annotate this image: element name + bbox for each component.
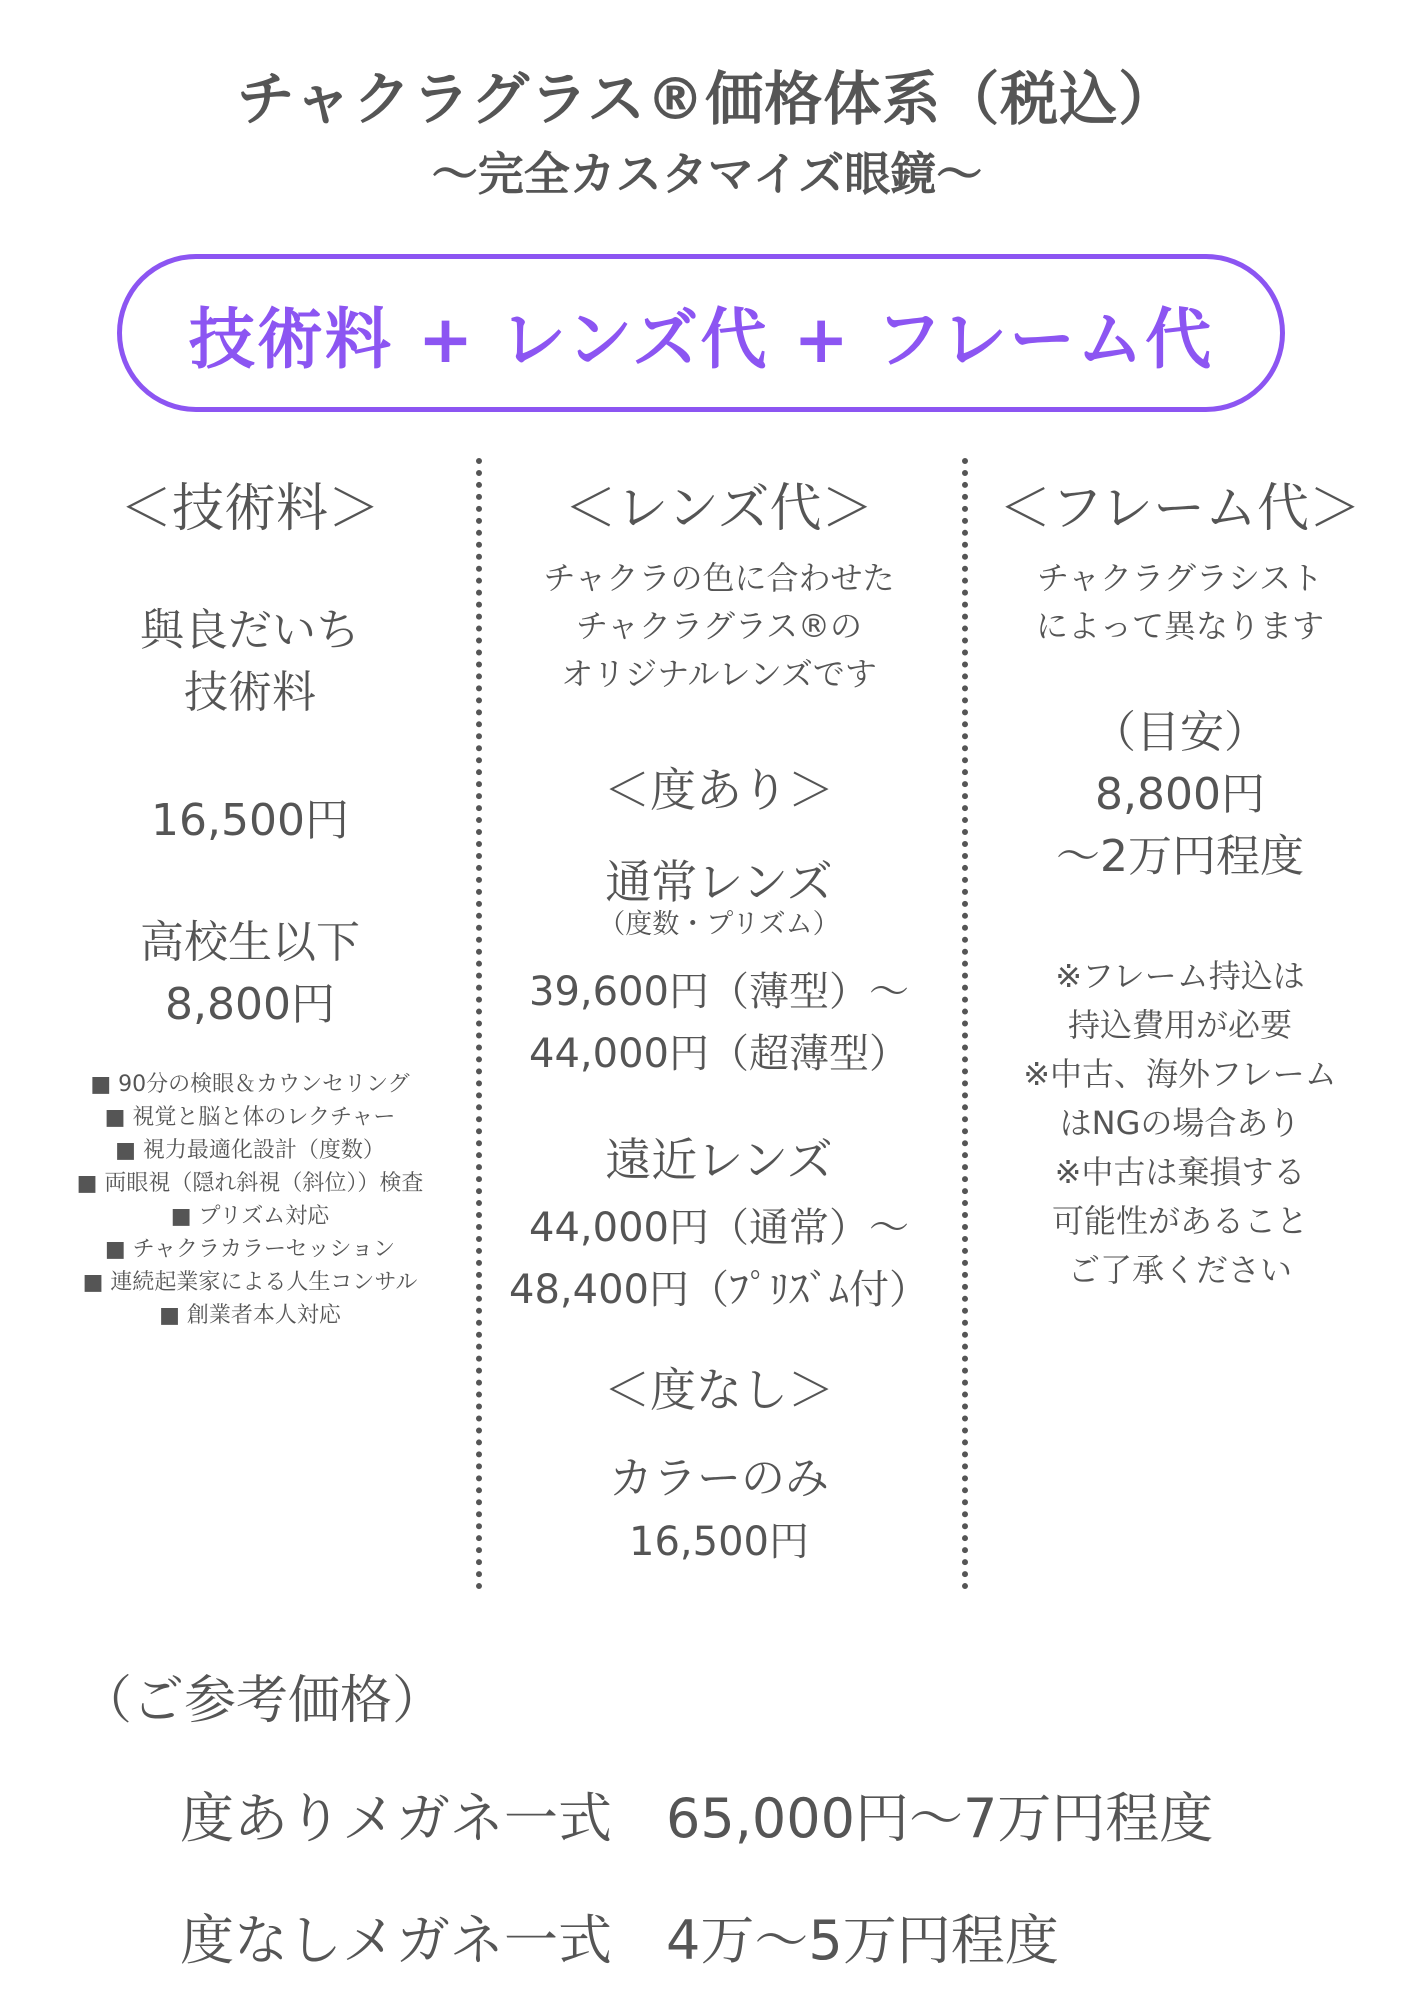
list-item: ■ 視覚と脳と体のレクチャー — [104, 1105, 396, 1130]
reference-heading: （ご参考価格） — [80, 1671, 445, 1731]
student-label: 高校生以下 — [140, 917, 360, 968]
normal-lens-note: （度数・プリズム） — [598, 909, 840, 940]
normal-lens-price-2: 44,000円（超薄型） — [529, 1031, 909, 1077]
no-rx-heading: ＜度なし＞ — [604, 1363, 834, 1417]
page-title: チャクラグラス®価格体系（税込） — [236, 65, 1178, 133]
list-item: ■ チャクラカラーセッション — [104, 1237, 396, 1262]
tech-fee-heading: ＜技術料＞ — [119, 479, 380, 539]
frame-fee-heading: ＜フレーム代＞ — [999, 479, 1361, 539]
lens-desc-line3: オリジナルレンズです — [561, 655, 877, 693]
normal-lens-price-1: 39,600円（薄型）〜 — [529, 969, 909, 1015]
list-item: ■ 創業者本人対応 — [159, 1303, 341, 1328]
lens-desc-line2: チャクラグラス®の — [575, 607, 863, 645]
frame-note: ※中古は棄損する — [1054, 1153, 1306, 1191]
frame-estimate-price-1: 8,800円 — [1095, 769, 1265, 820]
frame-note: 持込費用が必要 — [1067, 1006, 1292, 1044]
frame-note: ※フレーム持込は — [1055, 957, 1305, 995]
lens-desc-line1: チャクラの色に合わせた — [543, 559, 895, 597]
list-item: ■ プリズム対応 — [170, 1204, 330, 1229]
column-divider-left — [476, 458, 482, 1590]
frame-note: ご了承ください — [1067, 1251, 1292, 1289]
list-item: ■ 連続起業家による人生コンサル — [82, 1270, 418, 1295]
color-only-price: 16,500円 — [629, 1519, 809, 1565]
tech-fee-price: 16,500円 — [151, 795, 349, 846]
with-rx-heading: ＜度あり＞ — [604, 763, 834, 817]
price-formula: 技術料 + レンズ代 + フレーム代 — [188, 300, 1214, 378]
progressive-lens-name: 遠近レンズ — [605, 1133, 833, 1187]
frame-notes — [980, 952, 1380, 1295]
frame-note: はNGの場合あり — [1059, 1104, 1301, 1142]
progressive-lens-price-1: 44,000円（通常）〜 — [529, 1205, 909, 1251]
tech-fee-name-line2: 技術料 — [184, 667, 316, 718]
reference-no-rx: 度なしメガネ一式 4万〜5万円程度 — [180, 1909, 1059, 1972]
list-item: ■ 視力最適化設計（度数） — [115, 1138, 385, 1163]
color-only-label: カラーのみ — [609, 1453, 829, 1504]
frame-note: 可能性があること — [1051, 1202, 1308, 1240]
student-price: 8,800円 — [165, 979, 335, 1030]
frame-note: ※中古、海外フレーム — [1023, 1055, 1337, 1093]
frame-estimate-price-2: 〜2万円程度 — [1056, 831, 1304, 882]
normal-lens-name: 通常レンズ — [605, 855, 833, 909]
price-formula-box — [117, 254, 1285, 412]
list-item: ■ 両眼視（隠れ斜視（斜位））検査 — [76, 1171, 424, 1196]
column-divider-right — [962, 458, 968, 1590]
frame-estimate-label: （目安） — [1092, 707, 1268, 758]
tech-fee-item-list — [40, 1068, 460, 1332]
reference-with-rx: 度ありメガネ一式 65,000円〜7万円程度 — [180, 1787, 1214, 1850]
tech-fee-name-line1: 與良だいち — [140, 605, 360, 656]
lens-fee-heading: ＜レンズ代＞ — [564, 479, 874, 539]
list-item: ■ 90分の検眼＆カウンセリング — [90, 1072, 410, 1097]
frame-desc-line2: によって異なります — [1035, 607, 1324, 645]
page-subtitle: 〜完全カスタマイズ眼鏡〜 — [431, 147, 983, 201]
progressive-lens-price-2: 48,400円（ﾌﾟﾘｽﾞﾑ付） — [509, 1267, 929, 1313]
frame-desc-line1: チャクラグラシスト — [1036, 559, 1324, 597]
